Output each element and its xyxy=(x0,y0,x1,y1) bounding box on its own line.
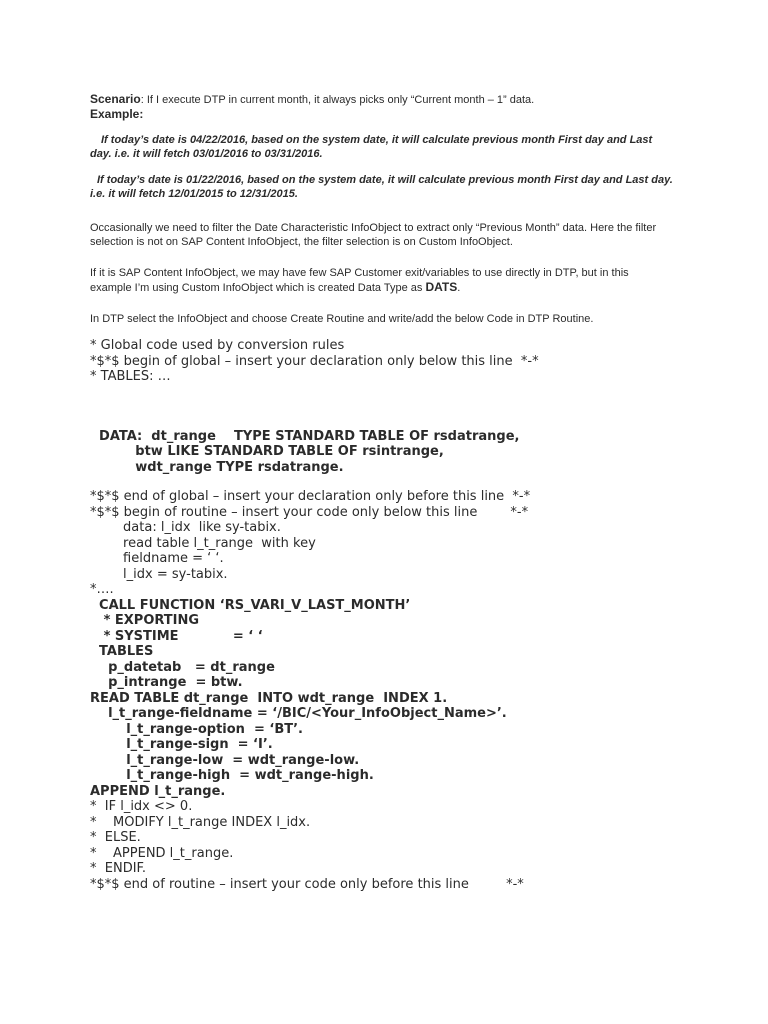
call-function-block xyxy=(90,598,690,800)
scenario-line xyxy=(90,92,690,107)
data-declaration-block xyxy=(90,429,690,476)
routine-begin-block xyxy=(90,489,690,598)
code-line: * EXPORTING xyxy=(90,613,200,628)
code-line: l_idx = sy-tabix. xyxy=(90,566,228,582)
code-line: l_t_range-sign = ‘I’. xyxy=(90,737,273,752)
code-line: APPEND l_t_range. xyxy=(90,783,226,799)
code-line: DATA: dt_range TYPE STANDARD TABLE OF rsdatrange, xyxy=(90,428,520,444)
code-line: * ENDIF. xyxy=(90,861,147,876)
example-label: Example: xyxy=(90,107,144,121)
code-line: *$*$ end of global – insert your declaration only before this line *-* xyxy=(90,489,531,504)
code-line: * TABLES: … xyxy=(90,369,171,384)
paragraph-filter: Occasionally we need to filter the Date Characteristic InfoObject to extract only “Previous Month” data. Here the filter selection is not on SAP Content InfoObject, the filter selection is on Custom InfoObject. xyxy=(90,222,657,248)
example-1: If today’s date is 04/22/2016, based on the system date, it will calculate previous month First day and Last day. i.e. it will fetch 03/01/2016 to 03/31/2016. xyxy=(90,134,653,160)
code-line: * IF l_idx <> 0. xyxy=(90,799,193,814)
paragraph-content-infoobject xyxy=(90,266,660,295)
code-line: TABLES xyxy=(90,644,154,659)
example-2: If today’s date is 01/22/2016, based on the system date, it will calculate previous month First day and Last day. i.e. it will fetch 12/01/2015 to 12/31/2015. xyxy=(90,174,673,200)
code-line: * APPEND l_t_range. xyxy=(90,845,234,861)
code-line: l_t_range-low = wdt_range-low. xyxy=(90,752,360,768)
code-line: wdt_range TYPE rsdatrange. xyxy=(90,459,344,475)
document-body xyxy=(90,92,690,892)
code-line: * MODIFY l_t_range INDEX l_idx. xyxy=(90,814,311,830)
code-line: * ELSE. xyxy=(90,830,141,845)
paragraph-content-text: If it is SAP Content InfoObject, we may have few SAP Customer exit/variables to use directly in DTP, but in this example I’m using Custom InfoObject which is created Data Type as xyxy=(90,267,629,294)
code-line: *$*$ end of routine – insert your code only before this line *-* xyxy=(90,876,524,892)
code-line: read table l_t_range with key xyxy=(90,535,316,551)
code-line: CALL FUNCTION ‘RS_VARI_V_LAST_MONTH’ xyxy=(90,597,411,613)
code-line: READ TABLE dt_range INTO wdt_range INDEX 1. xyxy=(90,690,448,706)
dats-keyword: DATS xyxy=(425,280,458,294)
code-line: l_t_range-high = wdt_range-high. xyxy=(90,768,374,783)
code-line: btw LIKE STANDARD TABLE OF rsintrange, xyxy=(90,444,444,459)
code-line: * Global code used by conversion rules xyxy=(90,338,345,353)
code-line: p_datetab = dt_range xyxy=(90,659,275,675)
scenario-text: : If I execute DTP in current month, it always picks only “Current month – 1” data. xyxy=(140,94,535,106)
code-line: fieldname = ‘ ‘. xyxy=(90,551,224,566)
code-line: l_t_range-fieldname = ‘/BIC/<Your_InfoObject_Name>’. xyxy=(90,706,507,721)
global-header-block xyxy=(90,338,690,385)
paragraph-dtp-instruction: In DTP select the InfoObject and choose Create Routine and write/add the below Code in DTP Routine. xyxy=(90,313,594,325)
code-line: p_intrange = btw. xyxy=(90,675,243,690)
code-line: data: l_idx like sy-tabix. xyxy=(90,520,281,535)
code-line: l_t_range-option = ‘BT’. xyxy=(90,721,303,737)
code-line: *…. xyxy=(90,582,114,597)
commented-tail-block xyxy=(90,799,690,892)
code-line: * SYSTIME = ‘ ‘ xyxy=(90,628,263,644)
code-line: *$*$ begin of routine – insert your code only below this line *-* xyxy=(90,504,529,520)
code-line: *$*$ begin of global – insert your declaration only below this line *-* xyxy=(90,353,539,369)
scenario-label: Scenario xyxy=(90,92,141,106)
paragraph-content-end: . xyxy=(457,282,461,294)
